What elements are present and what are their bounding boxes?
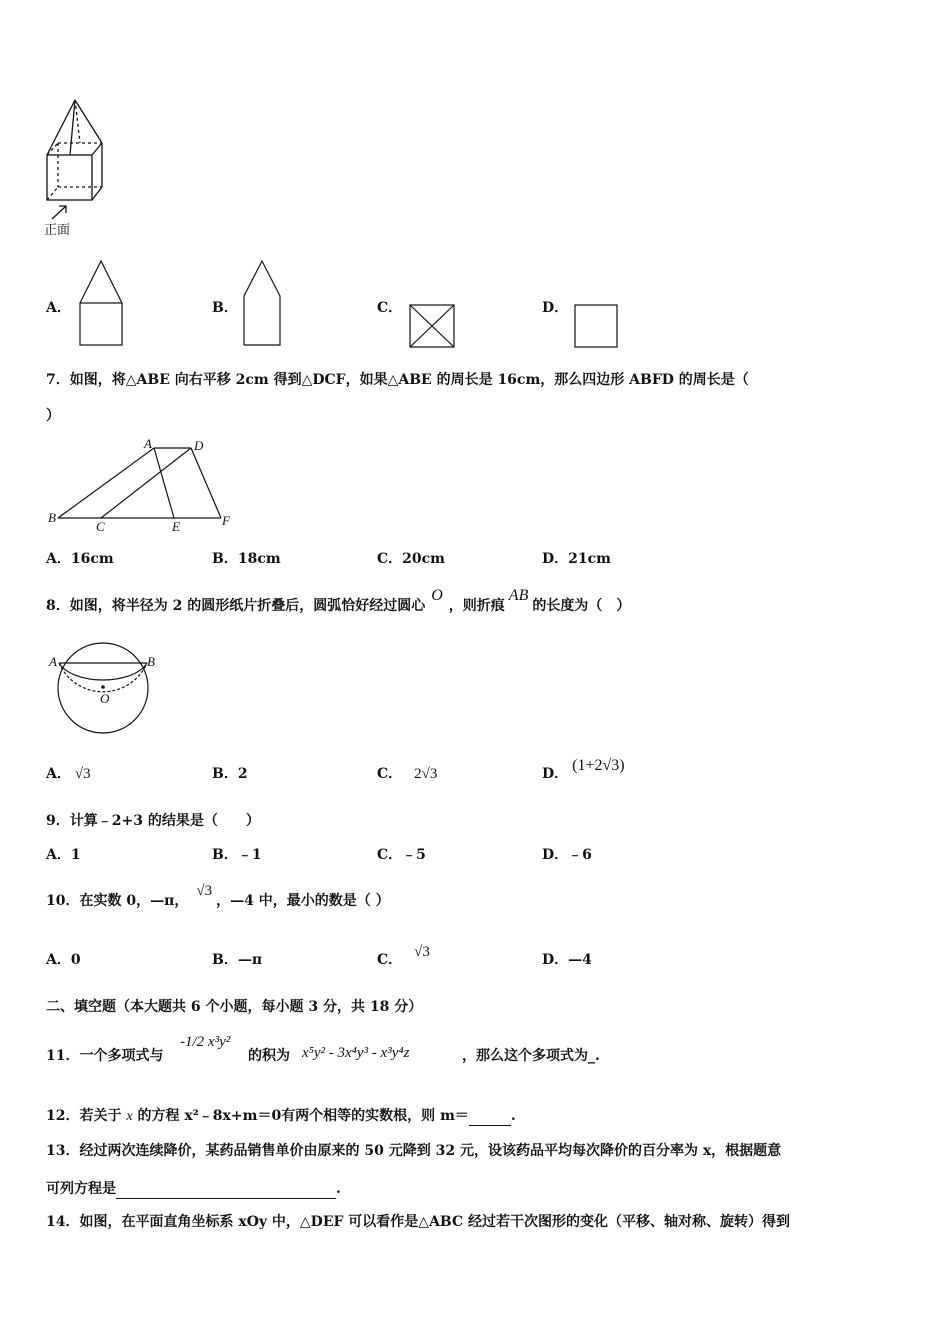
q9-option-b[interactable]: B．﹣1 [212,847,262,863]
q7-question-cont: ） [46,408,60,424]
q7-option-d[interactable]: D．21cm [542,551,611,567]
q8-text-a: 8．如图，将半径为 2 的圆形纸片折叠后，圆弧恰好经过圆心 [46,598,426,614]
q8-figure [46,640,166,740]
q9-option-a[interactable]: A．1 [46,847,81,863]
q7-label-d: D [194,438,204,453]
q8-option-d-value: (1+2√3) [572,757,625,774]
q8-text-b: ，则折痕 [448,598,505,614]
q11-text-c: ，那么这个多项式为_. [462,1048,600,1064]
q8-option-d[interactable]: D． (1+2√3) [542,757,625,782]
q8-option-b-value: 2 [237,766,248,782]
q6-option-b[interactable]: B． [212,300,238,316]
q6-option-d-figure [573,303,623,351]
q11-monomial-text: -1/2 x³y² [180,1034,231,1050]
q10-option-d[interactable]: D．—4 [542,952,592,968]
section-title: 二、填空题（本大题共 6 个小题，每小题 3 分，共 18 分） [46,999,423,1015]
q7-label-a: A [144,436,152,451]
q9-option-d[interactable]: D．﹣6 [542,847,592,863]
q12-question: 12．若关于 x 的方程 x²﹣8x+m＝0有两个相等的实数根，则 m＝ . [46,1108,516,1124]
q11-product: x⁵y² - 3x⁴y³ - x³y⁴z [302,1045,410,1061]
q10-question: 10．在实数 0，—π，√3，—4 中，最小的数是（ ） [46,883,390,909]
q12-blank[interactable] [469,1107,511,1126]
q8-question [46,587,631,615]
q7-label-b: B [48,510,56,525]
q14-question: 14．如图，在平面直角坐标系 xOy 中，△DEF 可以看作是△ABC 经过若干次图形的变化（平移、轴对称、旋转）得到 [46,1214,791,1230]
q10-sqrt: √3 [196,883,213,899]
q8-option-c-value: 2√3 [414,766,438,782]
q12-var-x: x [126,1109,133,1124]
q13-line1: 13．经过两次连续降价，某药品销售单价由原来的 50 元降到 32 元，设该药品平均每次降价的百分率为 x，根据题意 [46,1143,782,1159]
front-label: 正面 [44,223,71,238]
q13-line2: 可列方程是 . [46,1181,341,1197]
q10-option-b[interactable]: B．—π [212,952,263,968]
q6-option-b-figure [240,258,290,350]
q8-option-a[interactable]: A． √3 [46,766,91,782]
q9-question: 9．计算﹣2+3 的结果是（ ） [46,813,260,829]
q8-label-b: B [147,654,155,669]
q6-option-c-figure [408,303,458,351]
q7-label-e: E [172,519,180,534]
q12-equation: x²﹣8x+m＝0 [184,1108,282,1124]
q11-question: 11．一个多项式与 [46,1048,164,1064]
q12-var-m: m＝ [440,1108,469,1124]
q7-label-c: C [96,519,105,534]
q8-var-o: O [431,587,443,604]
q9-option-c[interactable]: C．﹣5 [377,847,426,863]
q7-question: 7．如图，将△ABE 向右平移 2cm 得到△DCF，如果△ABE 的周长是 16cm，那么四边形 ABFD 的周长是（ [46,372,749,388]
q7-label-f: F [222,513,230,528]
q6-option-d[interactable]: D． [542,300,569,316]
q7-option-b[interactable]: B．18cm [212,551,281,567]
q10-option-c-value: √3 [414,944,430,960]
q8-var-ab: AB [508,587,529,604]
q7-option-c[interactable]: C．20cm [377,551,445,567]
q6-option-a[interactable]: A． [46,300,71,316]
q7-figure [46,436,246,536]
q6-option-c[interactable]: C． [377,300,403,316]
q6-option-a-figure [78,258,128,350]
q8-option-b[interactable]: B．2 [212,766,248,782]
q11-text-b: 的积为 [248,1048,290,1064]
q8-option-c[interactable]: C． 2√3 [377,766,438,782]
q8-label-a: A [49,654,57,669]
q10-option-a[interactable]: A．0 [46,952,81,968]
q8-text-c: 的长度为（ ） [532,598,631,614]
q7-option-a[interactable]: A．16cm [46,551,114,567]
q8-option-a-value: √3 [74,766,91,782]
q8-label-o: O [100,691,110,706]
q10-option-c[interactable]: C． √3 [377,944,430,968]
q13-blank[interactable] [116,1180,336,1199]
